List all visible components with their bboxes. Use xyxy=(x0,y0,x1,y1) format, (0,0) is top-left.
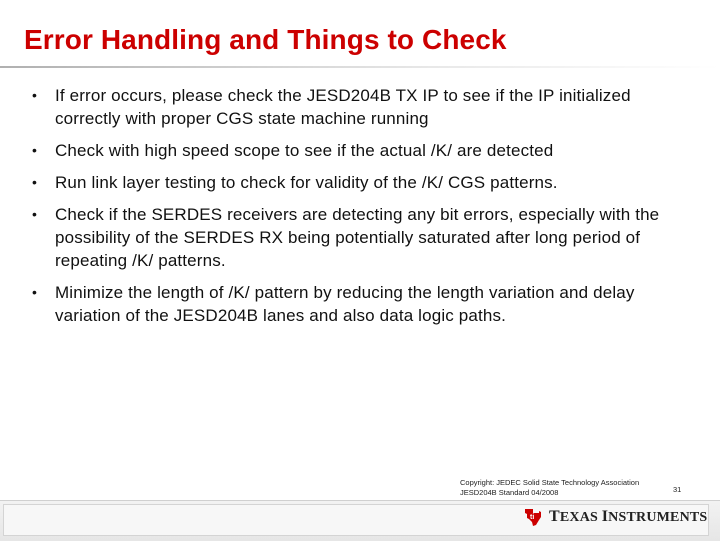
slide-title: Error Handling and Things to Check xyxy=(24,24,507,55)
bullet-text: Check if the SERDES receivers are detecting any bit errors, especially with the possibility of the SERDES RX being potentially saturated after long period of repeating /K/ patterns. xyxy=(55,205,660,270)
bullet-dot: • xyxy=(32,206,38,222)
texas-state-emblem-icon xyxy=(522,506,544,528)
copyright-note xyxy=(460,478,639,498)
copyright-line: Copyright: JEDEC Solid State Technology Association xyxy=(460,478,640,487)
bullet-dot: • xyxy=(32,174,38,190)
page-number: 31 xyxy=(673,485,682,494)
svg-text:ti: ti xyxy=(530,514,535,521)
bullet-text: Run link layer testing to check for validity of the /K/ CGS patterns. xyxy=(55,173,558,192)
bullet-dot: • xyxy=(32,284,38,300)
title-divider xyxy=(0,66,720,68)
bullet-item xyxy=(32,281,692,327)
logo-wordmark: TEXAS INSTRUMENTS xyxy=(549,508,708,525)
copyright-line: JESD204B Standard 04/2008 xyxy=(460,488,559,497)
bullet-item xyxy=(32,171,692,194)
bullet-list xyxy=(32,84,692,336)
texas-instruments-logo xyxy=(522,506,707,528)
bullet-item xyxy=(32,84,692,130)
bullet-dot: • xyxy=(32,87,38,103)
bullet-item xyxy=(32,139,692,162)
bullet-text: If error occurs, please check the JESD204B TX IP to see if the IP initialized correctly with proper CGS state machine running xyxy=(55,86,631,128)
bullet-dot: • xyxy=(32,142,38,158)
bullet-text: Check with high speed scope to see if the actual /K/ are detected xyxy=(55,141,554,160)
bullet-text: Minimize the length of /K/ pattern by reducing the length variation and delay variation of the JESD204B lanes and also data logic paths. xyxy=(55,283,635,325)
bullet-item xyxy=(32,203,692,272)
